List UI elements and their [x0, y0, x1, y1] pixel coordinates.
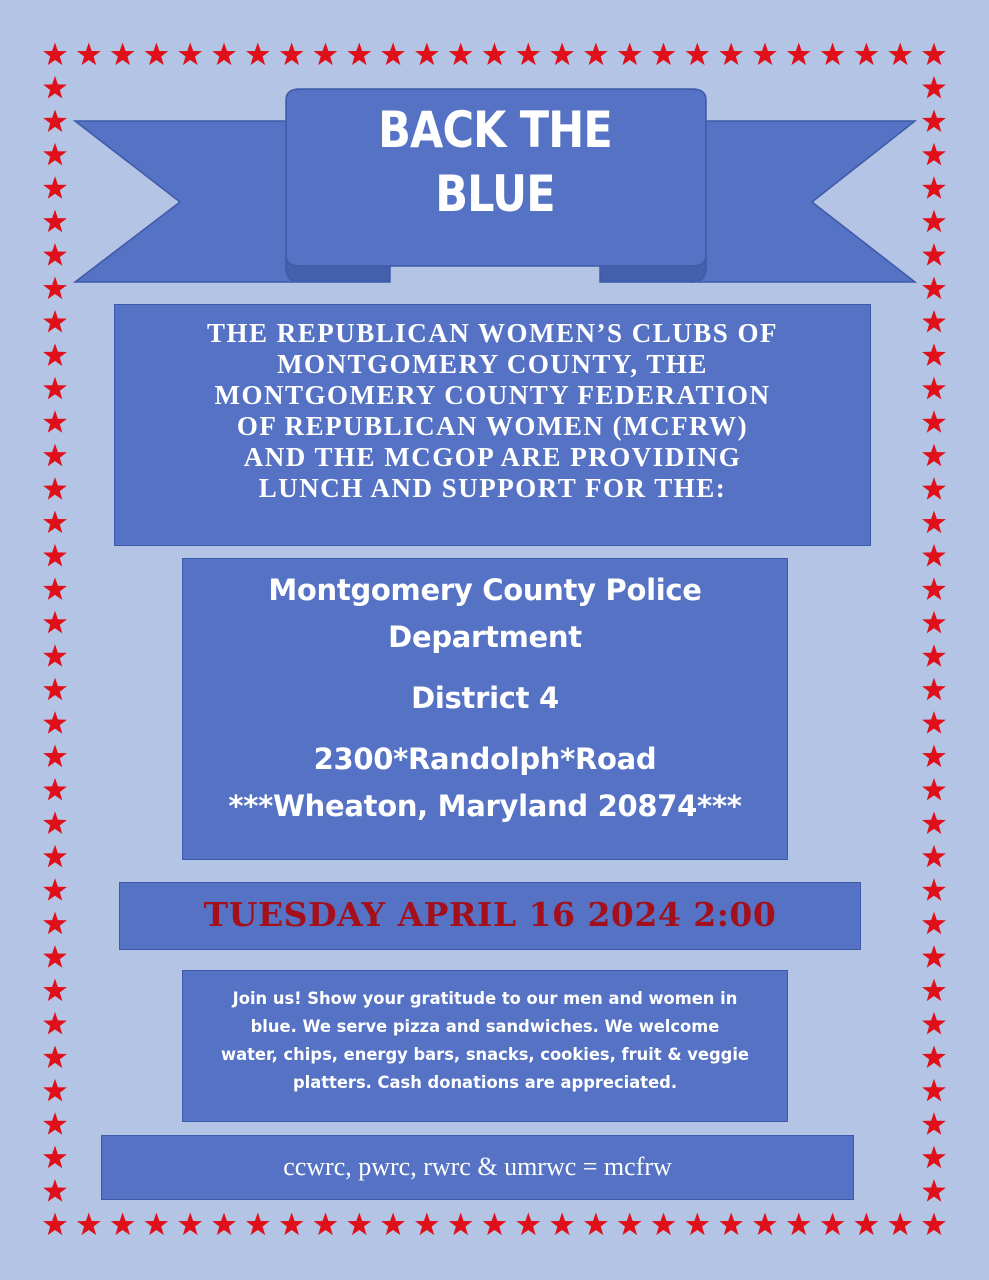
- star-icon: [584, 1213, 608, 1236]
- star-icon: [111, 1213, 135, 1236]
- star-icon: [922, 711, 946, 734]
- star-icon: [212, 1213, 236, 1236]
- star-icon: [43, 678, 67, 701]
- event-datetime: TUESDAY APRIL 16 2024 2:00: [203, 895, 777, 934]
- location-panel: [182, 558, 788, 860]
- details-line: blue. We serve pizza and sandwiches. We welcome: [250, 1017, 720, 1037]
- star-icon: [922, 444, 946, 467]
- star-icon: [77, 1213, 101, 1236]
- star-icon: [922, 678, 946, 701]
- star-icon: [922, 945, 946, 968]
- star-icon: [145, 1213, 169, 1236]
- star-icon: [787, 1213, 811, 1236]
- star-icon: [516, 1213, 540, 1236]
- star-icon: [43, 310, 67, 333]
- intro-panel: [114, 304, 871, 546]
- star-icon: [922, 611, 946, 634]
- star-icon: [922, 644, 946, 667]
- star-icon: [381, 1213, 405, 1236]
- star-icon: [888, 1213, 912, 1236]
- banner-title: [327, 98, 662, 226]
- intro-line: LUNCH AND SUPPORT FOR THE:: [258, 473, 727, 503]
- banner-title-line2: BLUE: [435, 165, 555, 223]
- star-icon: [43, 1045, 67, 1068]
- star-icon: [686, 1213, 710, 1236]
- banner-title-line1: BACK THE: [378, 101, 612, 159]
- intro-line: MONTGOMERY COUNTY, THE: [277, 349, 708, 379]
- star-icon: [821, 1213, 845, 1236]
- star-icon: [43, 1179, 67, 1202]
- location-city: ***Wheaton, Maryland 20874***: [228, 789, 742, 823]
- star-icon: [43, 511, 67, 534]
- star-icon: [922, 1012, 946, 1035]
- intro-line: THE REPUBLICAN WOMEN’S CLUBS OF: [206, 318, 779, 348]
- star-icon: [43, 912, 67, 935]
- star-icon: [855, 1213, 879, 1236]
- star-icon: [43, 444, 67, 467]
- location-street: 2300*Randolph*Road: [313, 742, 657, 776]
- star-icon: [415, 1213, 439, 1236]
- star-icon: [922, 912, 946, 935]
- star-icon: [483, 1213, 507, 1236]
- star-icon: [922, 1045, 946, 1068]
- star-icon: [43, 410, 67, 433]
- star-icon: [753, 1213, 777, 1236]
- star-icon: [922, 477, 946, 500]
- star-icon: [922, 377, 946, 400]
- location-name-line1: Montgomery County Police: [268, 573, 702, 607]
- star-icon: [922, 778, 946, 801]
- star-icon: [922, 310, 946, 333]
- star-icon: [922, 1112, 946, 1135]
- star-icon: [43, 1079, 67, 1102]
- star-icon: [43, 745, 67, 768]
- star-icon: [246, 1213, 270, 1236]
- star-icon: [550, 1213, 574, 1236]
- star-icon: [43, 778, 67, 801]
- star-icon: [652, 1213, 676, 1236]
- star-icon: [43, 945, 67, 968]
- star-icon: [43, 611, 67, 634]
- details-panel: [182, 970, 788, 1122]
- star-icon: [43, 343, 67, 366]
- star-icon: [922, 511, 946, 534]
- star-icon: [43, 644, 67, 667]
- intro-line: AND THE MCGOP ARE PROVIDING: [243, 442, 742, 472]
- star-icon: [922, 1079, 946, 1102]
- star-icon: [922, 410, 946, 433]
- star-icon: [43, 1213, 67, 1236]
- star-icon: [922, 343, 946, 366]
- star-icon: [43, 477, 67, 500]
- star-icon: [43, 1146, 67, 1169]
- location-district: District 4: [411, 681, 559, 715]
- star-icon: [43, 1012, 67, 1035]
- star-icon: [314, 1213, 338, 1236]
- star-icon: [43, 1112, 67, 1135]
- star-icon: [43, 878, 67, 901]
- ribbon-left-tail: [75, 121, 298, 282]
- star-icon: [618, 1213, 642, 1236]
- star-icon: [922, 979, 946, 1002]
- intro-line: OF REPUBLICAN WOMEN (MCFRW): [236, 411, 749, 441]
- intro-line: MONTGOMERY COUNTY FEDERATION: [214, 380, 771, 410]
- ribbon-right-tail: [691, 121, 915, 282]
- star-icon: [280, 1213, 304, 1236]
- star-icon: [719, 1213, 743, 1236]
- location-name-line2: Department: [388, 620, 582, 654]
- star-icon: [178, 1213, 202, 1236]
- star-icon: [43, 811, 67, 834]
- star-icon: [43, 377, 67, 400]
- star-icon: [922, 845, 946, 868]
- clubs-panel: [101, 1135, 854, 1200]
- star-icon: [43, 544, 67, 567]
- star-icon: [43, 577, 67, 600]
- star-icon: [347, 1213, 371, 1236]
- star-icon: [922, 544, 946, 567]
- event-date-panel: [119, 882, 861, 950]
- star-icon: [922, 1179, 946, 1202]
- star-icon: [922, 1213, 946, 1236]
- star-icon: [922, 811, 946, 834]
- star-icon: [449, 1213, 473, 1236]
- star-icon: [43, 845, 67, 868]
- star-icon: [922, 1146, 946, 1169]
- clubs-text: ccwrc, pwrc, rwrc & umrwc = mcfrw: [283, 1152, 672, 1181]
- details-line: Join us! Show your gratitude to our men and women in: [232, 989, 738, 1009]
- details-line: platters. Cash donations are appreciated.: [292, 1073, 678, 1093]
- star-icon: [43, 979, 67, 1002]
- star-icon: [922, 577, 946, 600]
- star-icon: [922, 878, 946, 901]
- details-line: water, chips, energy bars, snacks, cookies, fruit & veggie: [221, 1045, 749, 1065]
- star-icon: [43, 711, 67, 734]
- star-icon: [922, 745, 946, 768]
